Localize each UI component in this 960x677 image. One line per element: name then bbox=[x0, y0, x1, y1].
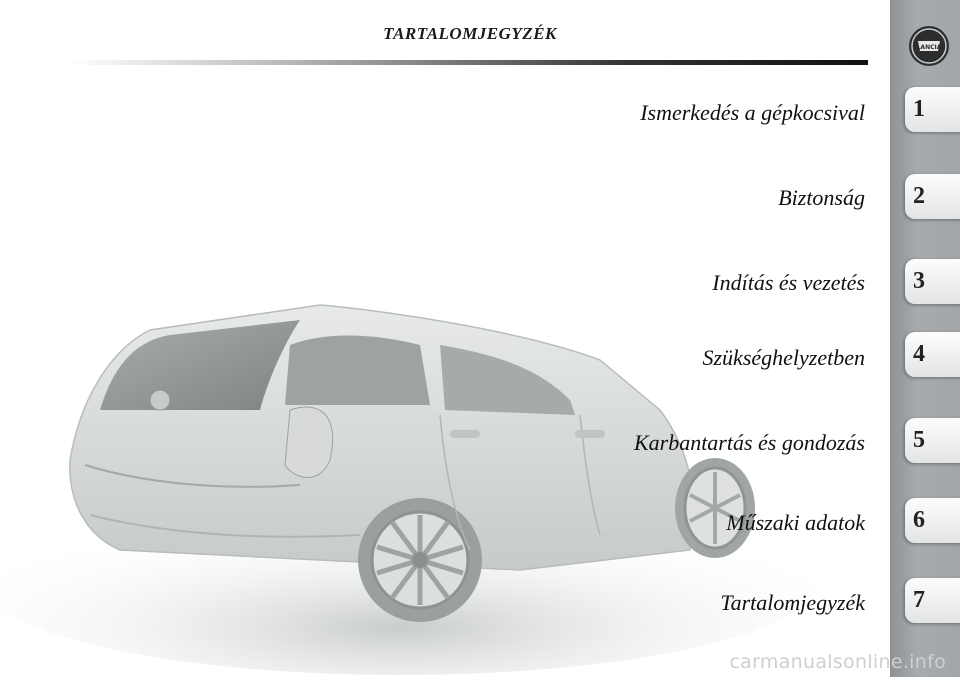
tab-chapter-3[interactable]: 3 bbox=[905, 259, 960, 304]
toc-item-5[interactable]: Karbantartás és gondozás bbox=[633, 430, 865, 455]
watermark: carmanualsonline.info bbox=[729, 651, 946, 673]
toc-item-2[interactable]: Biztonság bbox=[778, 185, 865, 210]
page-title: TARTALOMJEGYZÉK bbox=[383, 24, 557, 43]
lancia-logo bbox=[908, 25, 950, 67]
toc-item-4[interactable]: Szükséghelyzetben bbox=[702, 345, 865, 370]
tab-chapter-5[interactable]: 5 bbox=[905, 418, 960, 463]
toc-item-1[interactable]: Ismerkedés a gépkocsival bbox=[640, 100, 865, 125]
tab-chapter-1[interactable]: 1 bbox=[905, 87, 960, 132]
toc-item-3[interactable]: Indítás és vezetés bbox=[712, 270, 865, 295]
toc-item-7[interactable]: Tartalomjegyzék bbox=[720, 590, 865, 615]
header-rule bbox=[70, 60, 868, 65]
toc-item-6[interactable]: Műszaki adatok bbox=[726, 510, 865, 535]
tab-chapter-6[interactable]: 6 bbox=[905, 498, 960, 543]
tab-chapter-4[interactable]: 4 bbox=[905, 332, 960, 377]
tab-chapter-7[interactable]: 7 bbox=[905, 578, 960, 623]
logo-text: LANCIA bbox=[916, 44, 942, 51]
tab-chapter-2[interactable]: 2 bbox=[905, 174, 960, 219]
